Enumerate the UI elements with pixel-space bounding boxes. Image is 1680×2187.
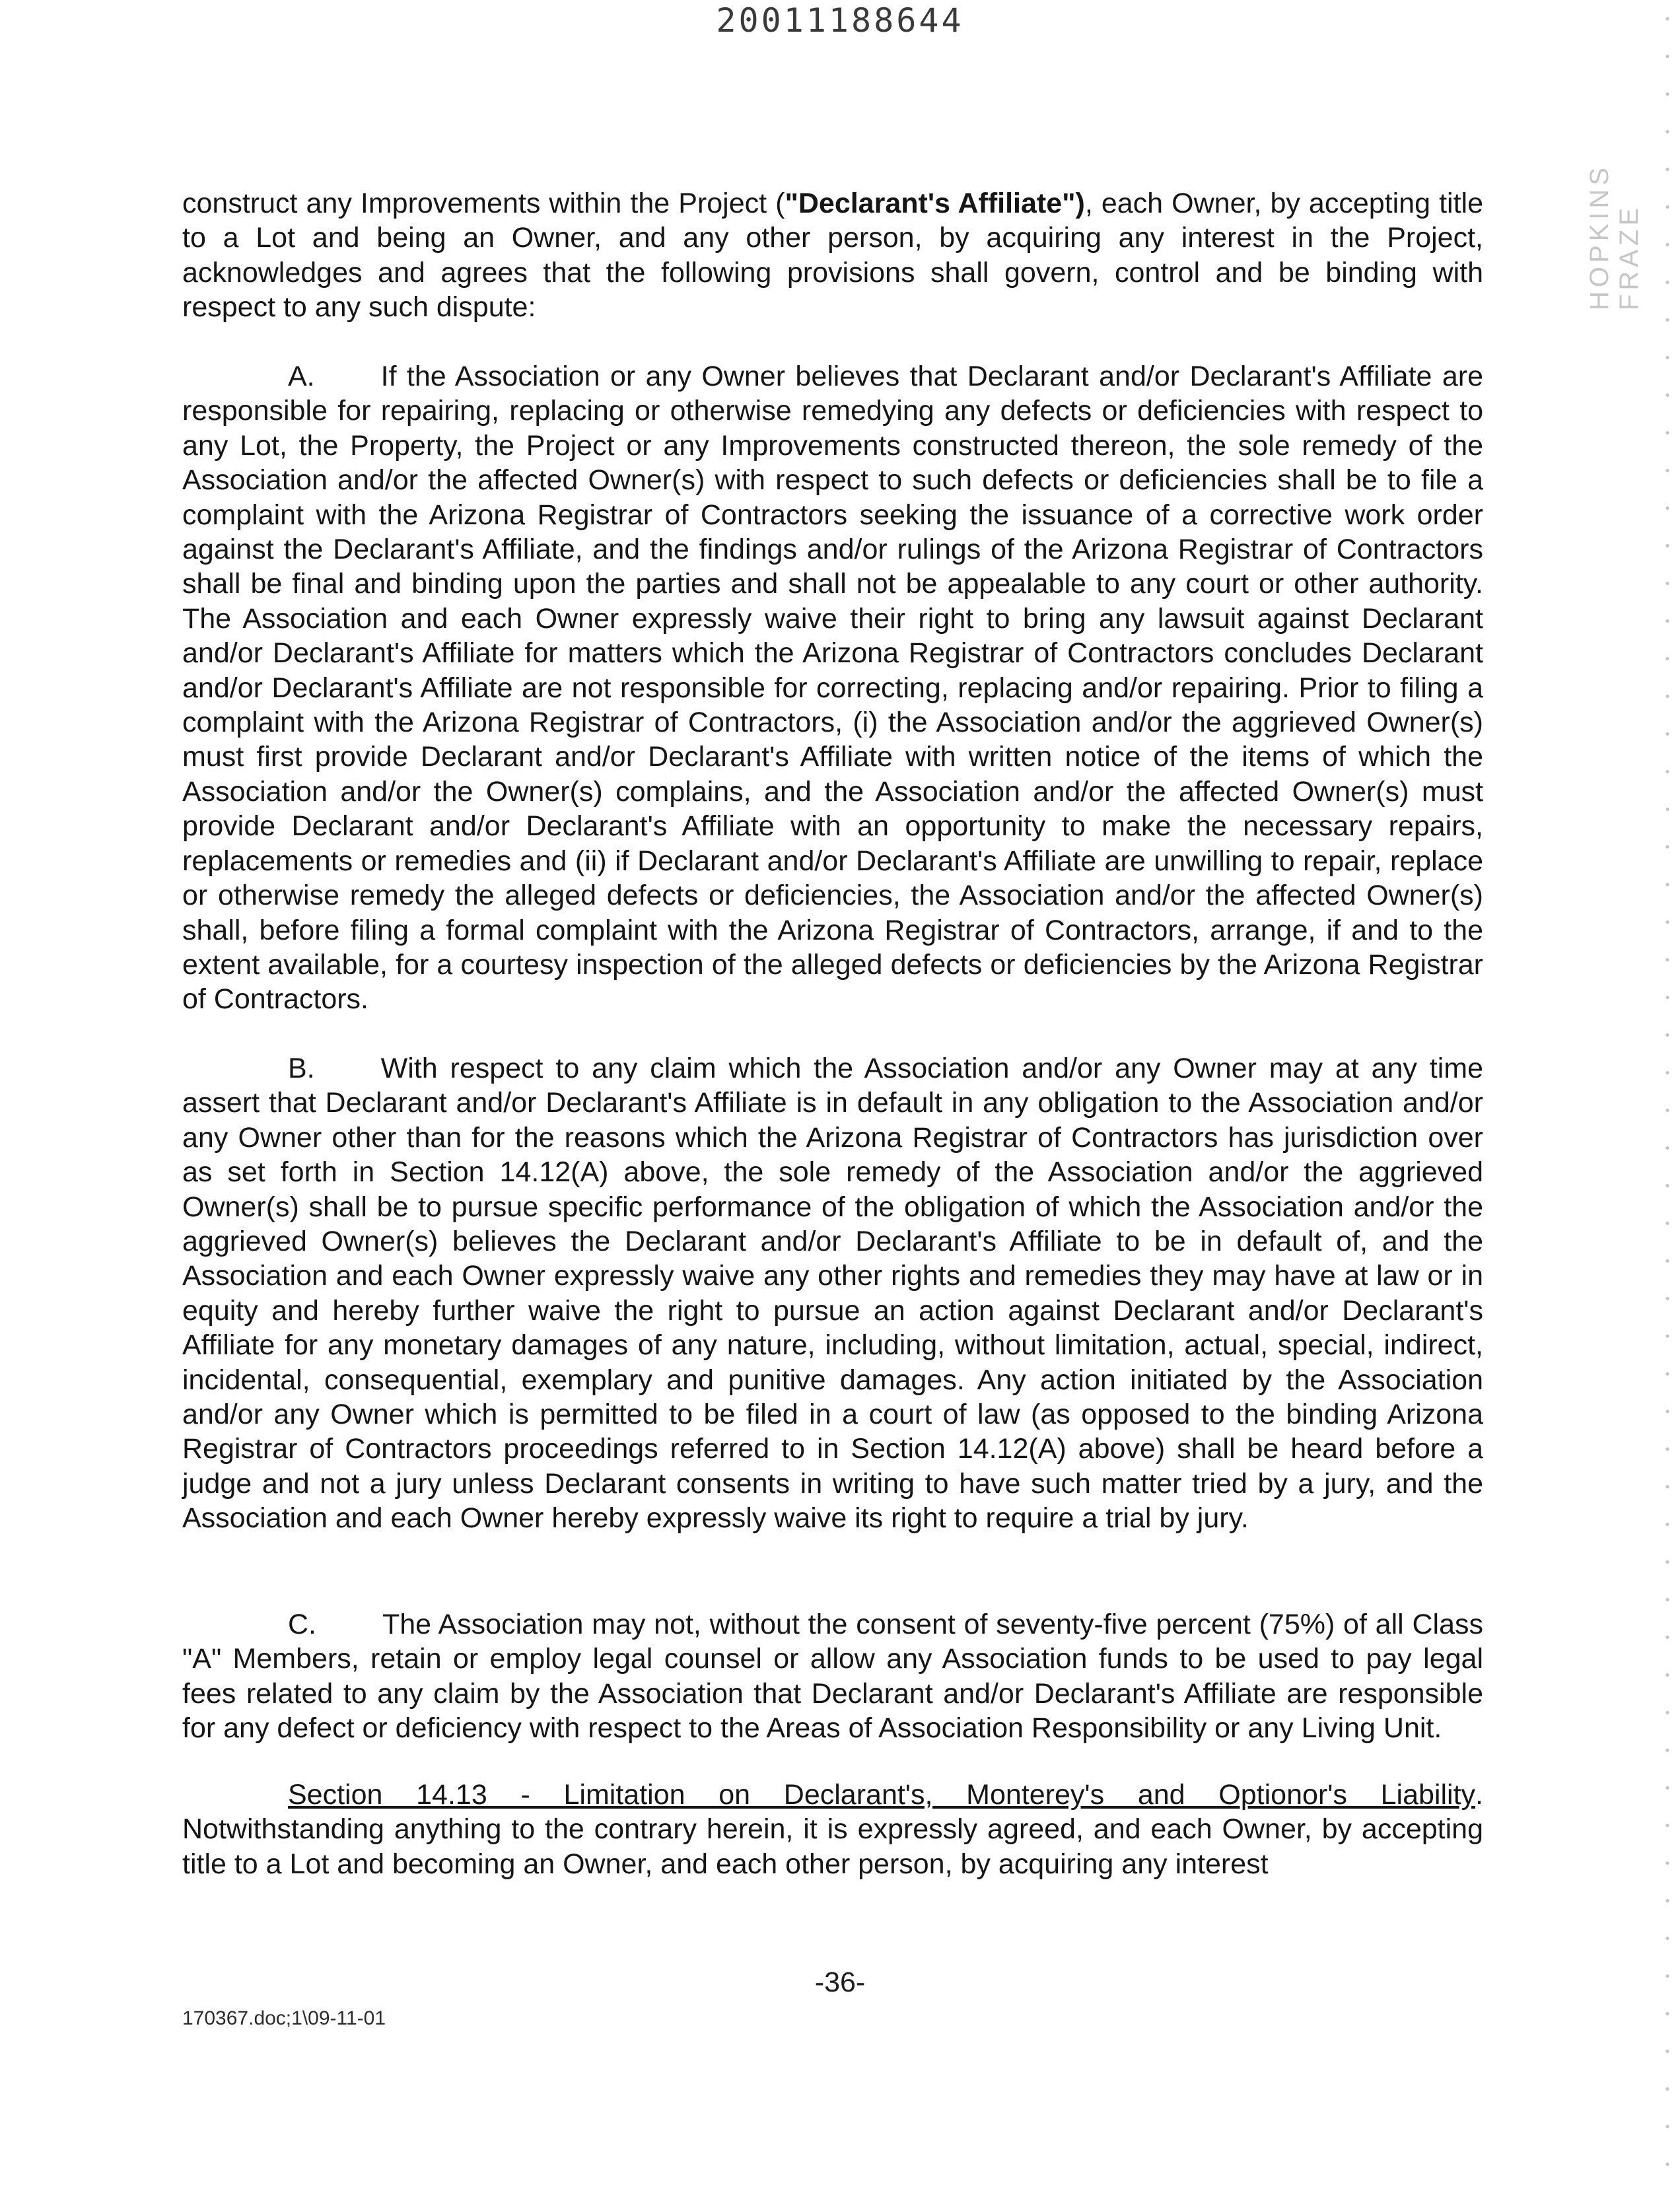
paragraph-a [182, 359, 1483, 1017]
paragraph-c [182, 1607, 1483, 1746]
document-number: 20011188644 [716, 1, 964, 40]
paragraph-c-text: The Association may not, without the consent of seventy-five percent (75%) of all Class "A" Members, retain or employ legal counsel or allow any Association funds to be used to pay legal fees related to any claim by the Association that Declarant and/or Declarant's Affiliate are responsible for any defect or deficiency with respect to the Areas of Association Responsibility or any Living Unit. [182, 1609, 1483, 1745]
section-heading: Section 14.13 - Limitation on Declarant's, Monterey's and Optionor's Liability [288, 1779, 1476, 1811]
document-reference: 170367.doc;1\09-11-01 [182, 2007, 386, 2029]
page-number: -36- [814, 1966, 866, 1998]
intro-text-before: construct any Improvements within the Project ( [182, 188, 785, 219]
intro-paragraph [182, 186, 1483, 325]
paragraph-b-label: B. [288, 1053, 315, 1084]
intro-text-after: , each Owner, by accepting title to a Lot and being an Owner, and any other person, by acquiring any interest in the Project, acknowledges and agrees that the following provisions shall govern, control and be binding with respect to any such dispute: [182, 188, 1483, 324]
scan-edge-artifact [1661, 0, 1674, 2187]
paragraph-a-label: A. [288, 361, 315, 392]
defined-term-declarants-affiliate: "Declarant's Affiliate") [785, 188, 1085, 219]
section-heading-period: . [1475, 1779, 1483, 1811]
section-14-13-paragraph [182, 1778, 1483, 1881]
paragraph-c-label: C. [288, 1609, 316, 1640]
section-text: Notwithstanding anything to the contrary herein, it is expressly agreed, and each Owner, by accepting title to a Lot and becoming an Owner, and each other person, by acquiring any interest [182, 1813, 1483, 1880]
paragraph-a-text: If the Association or any Owner believes that Declarant and/or Declarant's Affiliate are responsible for repairing, replacing or otherwise remedying any defects or deficiencies with respect to any Lot, the Property, the Project or any Improvements constructed thereon, the sole remedy of the Association and/or the affected Owner(s) with respect to such defects or deficiencies shall be to file a complaint with the Arizona Registrar of Contractors seeking the issuance of a corrective work order against the Declarant's Affiliate, and the findings and/or rulings of the Arizona Registrar of Contractors shall be final and binding upon the parties and shall not be appealable to any court or other authority. The Association and each Owner expressly waive their right to bring any lawsuit against Declarant and/or Declarant's Affiliate for matters which the Arizona Registrar of Contractors concludes Declarant and/or Declarant's Affiliate are not responsible for correcting, replacing and/or repairing. Prior to filing a complaint with the Arizona Registrar of Contractors, (i) the Association and/or the aggrieved Owner(s) must first provide Declarant and/or Declarant's Affiliate with written notice of the items of which the Association and/or the Owner(s) complains, and the Association and/or the affected Owner(s) must provide Declarant and/or Declarant's Affiliate with an opportunity to make the necessary repairs, replacements or remedies and (ii) if Declarant and/or Declarant's Affiliate are unwilling to repair, replace or otherwise remedy the alleged defects or deficiencies, the Association and/or the affected Owner(s) shall, before filing a formal complaint with the Arizona Registrar of Contractors, arrange, if and to the extent available, for a courtesy inspection of the alleged defects or deficiencies by the Arizona Registrar of Contractors. [182, 361, 1483, 1016]
paragraph-b [182, 1051, 1483, 1536]
paragraph-b-text: With respect to any claim which the Association and/or any Owner may at any time assert that Declarant and/or Declarant's Affiliate is in default in any obligation to the Association and/or any Owner other than for the reasons which the Arizona Registrar of Contractors has jurisdiction over as set forth in Section 14.12(A) above, the sole remedy of the Association and/or the aggrieved Owner(s) shall be to pursue specific performance of the obligation of which the Association and/or the aggrieved Owner(s) believes the Declarant and/or Declarant's Affiliate to be in default of, and the Association and each Owner expressly waive any other rights and remedies they may have at law or in equity and hereby further waive the right to pursue an action against Declarant and/or Declarant's Affiliate for any monetary damages of any nature, including, without limitation, actual, special, indirect, incidental, consequential, exemplary and punitive damages. Any action initiated by the Association and/or any Owner which is permitted to be filed in a court of law (as opposed to the binding Arizona Registrar of Contractors proceedings referred to in Section 14.12(A) above) shall be heard before a judge and not a jury unless Declarant consents in writing to have such matter tried by a jury, and the Association and each Owner hereby expressly waive its right to require a trial by jury. [182, 1053, 1483, 1535]
margin-stamp: HOPKINS FRAZE [1585, 163, 1644, 310]
